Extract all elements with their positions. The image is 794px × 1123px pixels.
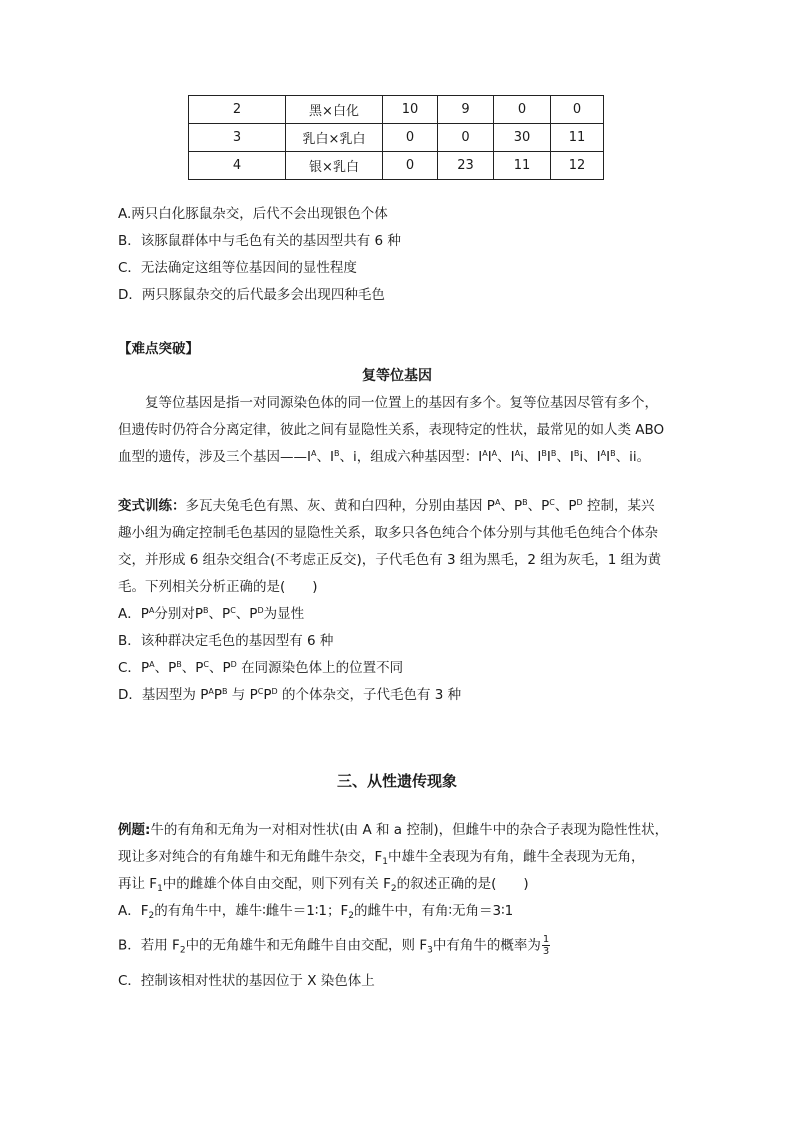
variant-line-1: 变式训练：多瓦夫兔毛色有黑、灰、黄和白四种，分别由基因 $P^A$、$P^B$、$P^C$、$P^D$ 控制，某兴: [118, 498, 655, 514]
section-3-title: 三、从性遗传现象: [336, 772, 457, 790]
table-cell: 30: [494, 124, 551, 152]
table-cell: 0: [494, 96, 551, 124]
table-cell: 11: [551, 124, 604, 152]
difficulty-title: 复等位基因: [362, 368, 432, 384]
table-cell: 12: [551, 152, 604, 180]
table-row: [189, 152, 604, 180]
table-row: [189, 96, 604, 124]
table-cell: 9: [438, 96, 494, 124]
table-cell: 23: [438, 152, 494, 180]
q1-option-a: A.两只白化豚鼠杂交，后代不会出现银色个体: [118, 206, 388, 222]
variant-option-a: A．$P^A$分别对$P^B$、$P^C$、$P^D$为显性: [118, 606, 305, 622]
example-option-b: B．若用 $F_2$中的无角雄牛和无角雌牛自由交配，则 $F_3$中有角牛的概率为 $\frac{1}{3}$: [118, 934, 550, 957]
table-cell: 10: [383, 96, 438, 124]
q1-option-c: C．无法确定这组等位基因间的显性程度: [118, 260, 357, 276]
variant-line-2: 趣小组为确定控制毛色基因的显隐性关系，取多只各色纯合个体分别与其他毛色纯合个体杂: [118, 525, 658, 541]
example-option-a: A．$F_2$的有角牛中，雄牛∶雌牛＝1∶1；$F_2$的雌牛中，有角∶无角＝3∶1: [118, 903, 514, 921]
difficulty-para-line-2: 但遗传时仍符合分离定律，彼此之间有显隐性关系，表现特定的性状，最常见的如人类 ABO: [118, 422, 665, 438]
cross-results-table: [188, 95, 604, 180]
difficulty-heading: 【难点突破】: [118, 341, 199, 357]
table-cell: 0: [383, 152, 438, 180]
table-cell: 0: [383, 124, 438, 152]
variant-option-d: D．基因型为 $P^AP^B$ 与 $P^CP^D$ 的个体杂交，子代毛色有 3 种: [118, 687, 462, 703]
example-line-3: 再让 $F_1$中的雌雄个体自由交配，则下列有关 $F_2$的叙述正确的是( ): [118, 876, 529, 894]
variant-option-b: B．该种群决定毛色的基因型有 6 种: [118, 633, 334, 649]
example-option-c: C．控制该相对性状的基因位于 X 染色体上: [118, 973, 375, 989]
table-cell: 3: [189, 124, 286, 152]
table-cell: 乳白×乳白: [286, 124, 383, 152]
variant-line-3: 交，并形成 6 组杂交组合(不考虑正反交)，子代毛色有 3 组为黑毛，2 组为灰毛，1 组为黄: [118, 552, 662, 568]
q1-option-d: D．两只豚鼠杂交的后代最多会出现四种毛色: [118, 287, 385, 303]
variant-line-4: 毛。下列相关分析正确的是( ): [118, 579, 318, 595]
table-cell: 0: [438, 124, 494, 152]
table-cell: 0: [551, 96, 604, 124]
q1-option-b: B．该豚鼠群体中与毛色有关的基因型共有 6 种: [118, 233, 401, 249]
table-cell: 2: [189, 96, 286, 124]
table-cell: 黑×白化: [286, 96, 383, 124]
difficulty-para-line-3: 血型的遗传，涉及三个基因$——I^A$、$I^B$、i，组成六种基因型：$I^AI^A$、$I^Ai$、$I^BI^B$、$I^Bi$、$I^AI^B$、ii。: [118, 449, 651, 465]
table-cell: 银×乳白: [286, 152, 383, 180]
table-cell: 11: [494, 152, 551, 180]
variant-option-c: C．$P^A$、$P^B$、$P^C$、$P^D$ 在同源染色体上的位置不同: [118, 660, 404, 676]
fraction-one-third: $\frac{1}{3}$: [542, 934, 550, 957]
difficulty-para-line-1: 复等位基因是指一对同源染色体的同一位置上的基因有多个。复等位基因尽管有多个，: [145, 395, 658, 411]
table-row: [189, 124, 604, 152]
example-line-2: 现让多对纯合的有角雄牛和无角雌牛杂交，$F_1$中雄牛全表现为有角，雌牛全表现为无角，: [118, 849, 645, 867]
example-line-1: 例题:牛的有角和无角为一对相对性状(由 A 和 a 控制)，但雌牛中的杂合子表现为隐性性状，: [118, 822, 669, 838]
table-cell: 4: [189, 152, 286, 180]
